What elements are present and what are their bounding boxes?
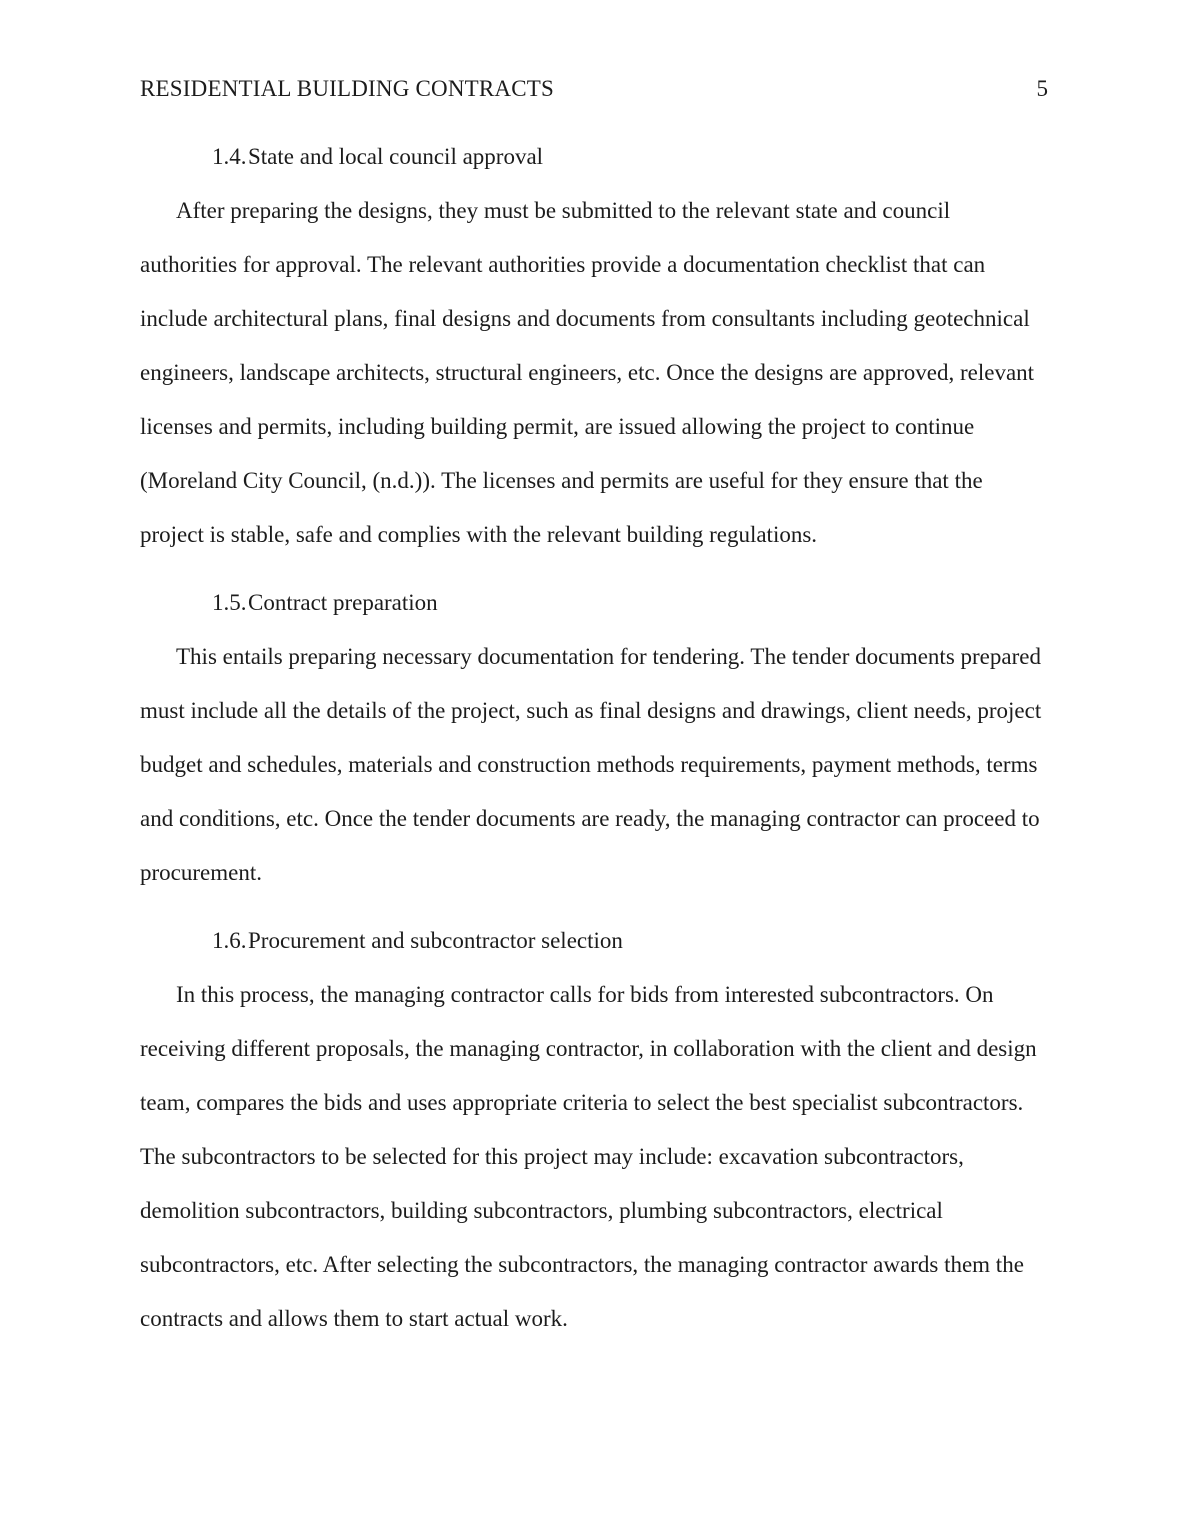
running-head: RESIDENTIAL BUILDING CONTRACTS xyxy=(140,76,555,101)
section-title: Contract preparation xyxy=(248,590,438,615)
section-number: 1.6. xyxy=(212,928,247,953)
section-number: 1.4. xyxy=(212,144,247,169)
section-title: State and local council approval xyxy=(248,144,544,169)
paragraph: This entails preparing necessary documentation for tendering. The tender documents prepared must include all the details of the project, such as final designs and drawings, client needs, project budget and schedules, materials and construction methods requirements, payment methods, terms and conditions, etc. Once the tender documents are ready, the managing contractor can proceed to procurement. xyxy=(140,644,1042,885)
page-header xyxy=(140,62,1048,116)
section-heading xyxy=(140,914,1048,968)
paragraph: After preparing the designs, they must be submitted to the relevant state and council authorities for approval. The relevant authorities provide a documentation checklist that can include architectural plans, final designs and documents from consultants including geotechnical engineers, landscape architects, structural engineers, etc. Once the designs are approved, relevant licenses and permits, including building permit, are issued allowing the project to continue (Moreland City Council, (n.d.)). The licenses and permits are useful for they ensure that the project is stable, safe and complies with the relevant building regulations. xyxy=(140,198,1035,547)
page-number: 5 xyxy=(1036,76,1048,101)
paragraph: In this process, the managing contractor calls for bids from interested subcontractors. On receiving different proposals, the managing contractor, in collaboration with the client and design team, compares the bids and uses appropriate criteria to select the best specialist subcontractors. The subcontractors to be selected for this project may include: excavation subcontractors, demolition subcontractors, building subcontractors, plumbing subcontractors, electrical subcontractors, etc. After selecting the subcontractors, the managing contractor awards them the contracts and allows them to start actual work. xyxy=(140,982,1037,1331)
section-procurement-subcontractor-selection xyxy=(140,914,1048,1346)
section-heading xyxy=(140,576,1048,630)
section-state-council-approval xyxy=(140,130,1048,562)
section-contract-preparation xyxy=(140,576,1048,900)
section-heading xyxy=(140,130,1048,184)
section-number: 1.5. xyxy=(212,590,247,615)
section-title: Procurement and subcontractor selection xyxy=(248,928,623,953)
